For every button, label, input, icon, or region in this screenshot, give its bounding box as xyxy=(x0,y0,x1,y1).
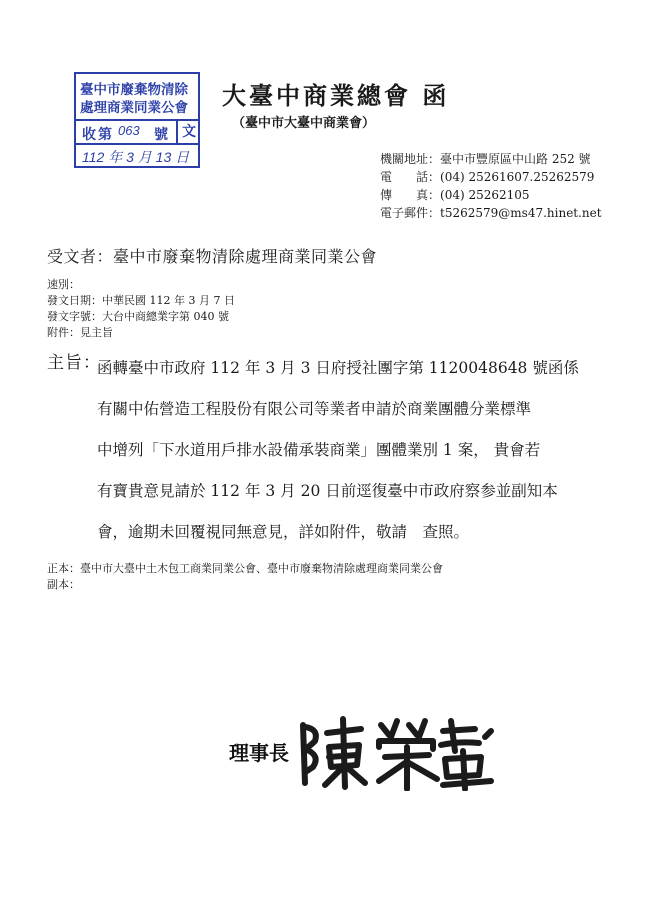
handwritten-signature xyxy=(229,711,499,791)
original-recipients: 正本：臺中市大臺中土木包工商業同業公會、臺中市廢棄物清除處理商業同業公會 xyxy=(47,562,443,575)
recipient-name: 臺中市廢棄物清除處理商業同業公會 xyxy=(113,247,378,266)
address-label: 機關地址： xyxy=(380,152,441,166)
stamp-org-line2: 處理商業同業公會 xyxy=(80,100,188,116)
address-row xyxy=(380,150,602,168)
subject-body xyxy=(47,348,607,553)
subject-line: 會，逾期未回覆視同無意見，詳如附件，敬請 查照。 xyxy=(97,523,470,541)
contact-block xyxy=(380,150,602,222)
stamp-number: 063 xyxy=(118,123,140,138)
email-label: 電子郵件： xyxy=(380,206,441,220)
fax-value: (04) 25262105 xyxy=(440,188,530,202)
address-value: 臺中市豐原區中山路 252 號 xyxy=(440,152,591,166)
document-number-row: 發文字號：大台中商總業字第 040 號 xyxy=(47,310,229,323)
stamp-di-char: 第 xyxy=(98,127,112,143)
organization-title: 大臺中商業總會 函 xyxy=(222,81,450,110)
recipient-line xyxy=(47,244,377,267)
stamp-number-row xyxy=(76,119,198,145)
stamp-org-line1: 臺中市廢棄物清除 xyxy=(80,82,188,98)
email-value: t5262579@ms47.hinet.net xyxy=(440,206,602,220)
phone-value: (04) 25261607.25262579 xyxy=(440,170,595,184)
subject-line: 有關中佑營造工程股份有限公司等業者申請於商業團體分業標準 xyxy=(97,400,532,418)
recipient-label: 受文者： xyxy=(47,247,114,266)
document-meta xyxy=(47,277,235,341)
phone-row xyxy=(380,168,602,186)
distribution-block xyxy=(47,561,443,593)
received-stamp xyxy=(74,72,200,168)
signature-block xyxy=(229,711,499,791)
subject-label: 主旨： xyxy=(47,353,101,373)
organization-subtitle: （臺中市大臺中商業會） xyxy=(232,116,376,131)
subject-line: 中增列「下水道用戶排水設備承裝商業」團體業別 1 案， 貴會若 xyxy=(97,441,541,459)
fax-label: 傳 真： xyxy=(380,188,441,202)
email-row xyxy=(380,204,602,222)
stamp-receive-char: 收 xyxy=(82,127,96,143)
stamp-wen-char: 文 xyxy=(176,121,200,143)
stamp-hao-char: 號 xyxy=(154,127,168,143)
fax-row xyxy=(380,186,602,204)
phone-label: 電 話： xyxy=(380,170,441,184)
attachment-row: 附件：見主旨 xyxy=(47,326,113,339)
speed-row: 速別： xyxy=(47,278,80,291)
stamp-date: 112 年 3 月 13 日 xyxy=(82,149,190,165)
subject-line: 有寶貴意見請於 112 年 3 月 20 日前逕復臺中市政府察参並副知本 xyxy=(97,482,558,500)
subject-line: 函轉臺中市政府 112 年 3 月 3 日府授社團字第 1120048648 號函係 xyxy=(97,359,579,377)
copy-recipients: 副本： xyxy=(47,578,80,591)
issue-date-row: 發文日期：中華民國 112 年 3 月 7 日 xyxy=(47,294,235,307)
signer-title: 理事長 xyxy=(229,743,289,765)
